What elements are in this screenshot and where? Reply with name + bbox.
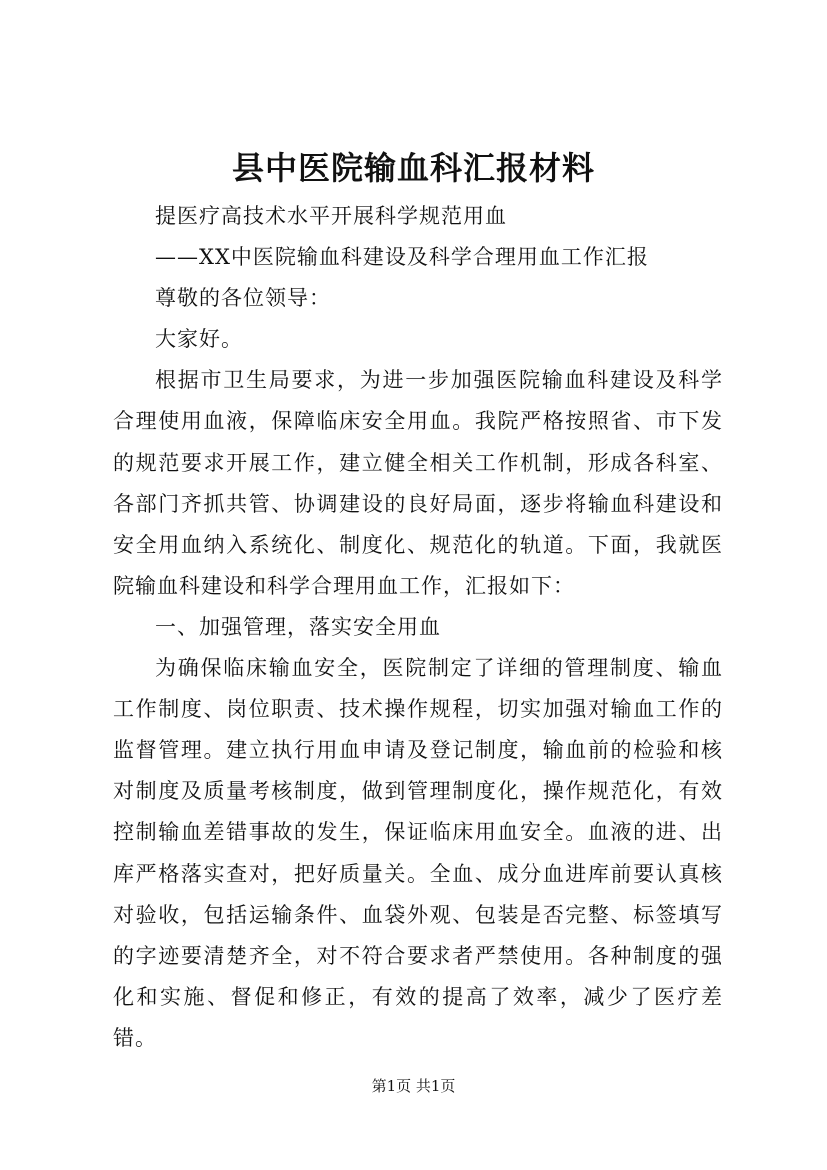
section-heading: 一、加强管理，落实安全用血 — [155, 614, 441, 639]
subtitle: 提医疗高技术水平开展科学规范用血 — [155, 204, 507, 228]
paragraph-intro: 根据市卫生局要求，为进一步加强医院输血科建设及科学合理使用血液，保障临床安全用血。我院严格按照省、市下发的规范要求开展工作，建立健全相关工作机制，形成各科室、各部门齐抓共管、协调建设的良好局面，逐步将输血科建设和安全用血纳入系统化、制度化、规范化的轨道。下面，我就医院输血科建设和科学合理用血工作，汇报如下： — [113, 368, 723, 598]
page-number: 第1页 共1页 — [371, 1077, 456, 1095]
salutation: 尊敬的各位领导： — [155, 286, 331, 311]
greeting: 大家好。 — [155, 327, 243, 352]
subtitle-secondary: ——XX中医院输血科建设及科学合理用血工作汇报 — [155, 245, 649, 270]
document-body — [113, 196, 723, 1059]
paragraph-management: 为确保临床输血安全，医院制定了详细的管理制度、输血工作制度、岗位职责、技术操作规程，切实加强对输血工作的监督管理。建立执行用血申请及登记制度，输血前的检验和核对制度及质量考核制度，做到管理制度化，操作规范化，有效控制输血差错事故的发生，保证临床用血安全。血液的进、出库严格落实查对，把好质量关。全血、成分血进库前要认真核对验收，包括运输条件、血袋外观、包装是否完整、标签填写的字迹要清楚齐全，对不符合要求者严禁使用。各种制度的强化和实施、督促和修正，有效的提高了效率，减少了医疗差错。 — [113, 656, 723, 1050]
document-title: 县中医院输血科汇报材料 — [231, 149, 595, 187]
